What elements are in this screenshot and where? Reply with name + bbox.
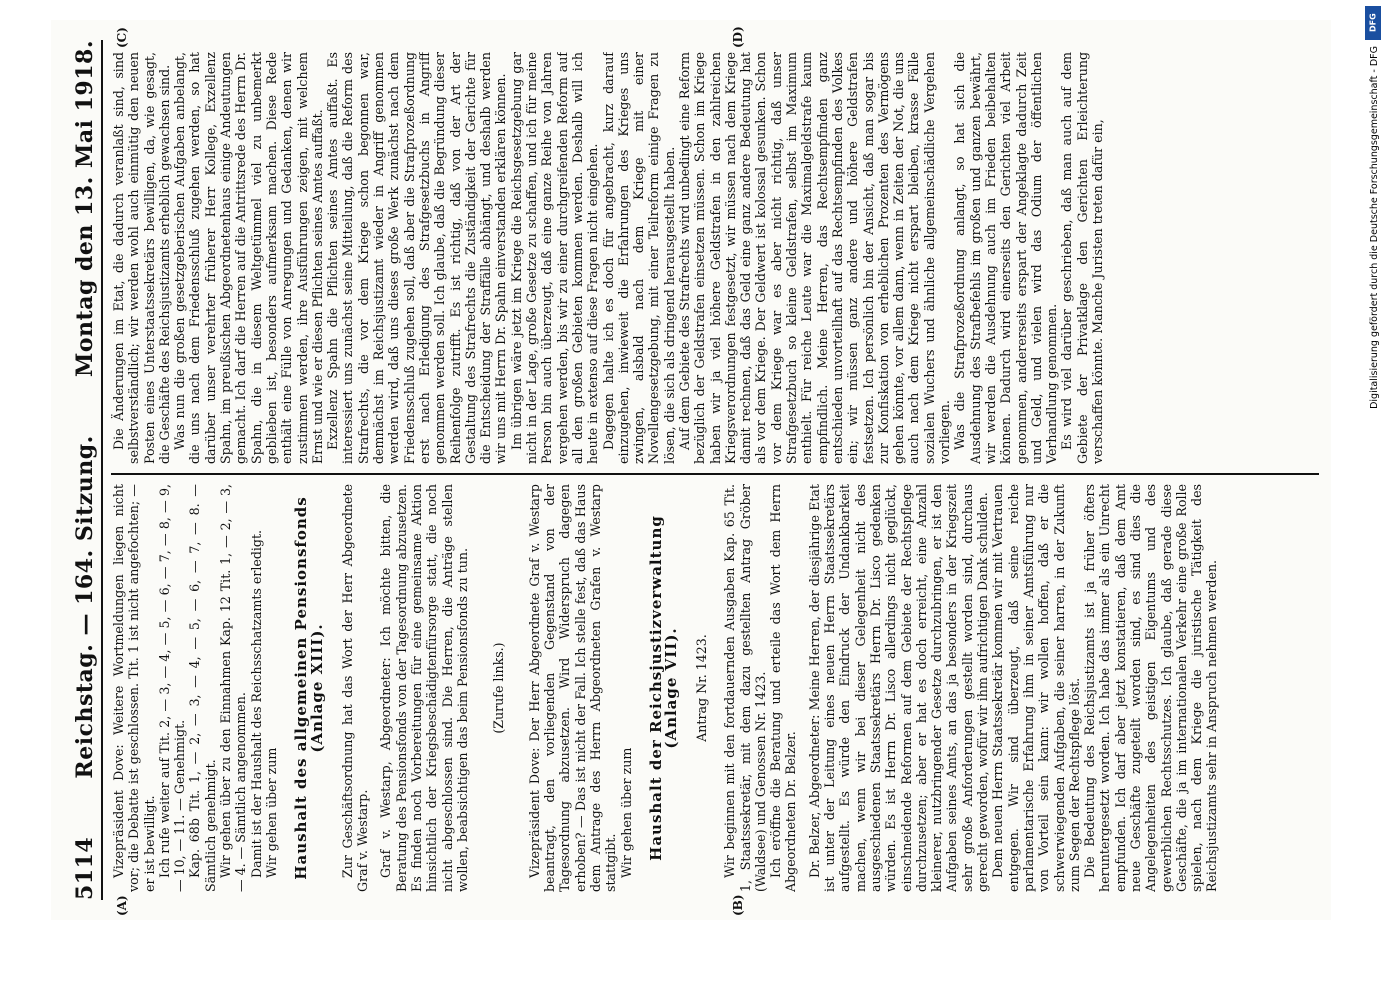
paragraph: Wir gehen über zum bbox=[618, 747, 634, 878]
margin-mark-a: (A) bbox=[115, 895, 129, 916]
paragraph: Dagegen halte ich es doch für angebracht, kurz darauf einzugehen, inwieweit die Erfahrungen des Krieges uns zwingen, alsbald nach dem Kriege mit einer Novellengesetzgebung, mit einer Teilreform einige Fragen zu lösen, die sich als dringend herausgestellt haben. bbox=[600, 52, 677, 464]
paragraph: Die Bedeutung des Reichsjustizamts ist ja früher öfters heruntergesetzt worden. Ich habe das immer als ein Unrecht empfunden. Ich darf aber jetzt konstatieren, daß dem Amt neue Geschäfte zugeteilt worden sind, es sind dies die Angelegenheiten des geistigen Eigentums und des gewerblichen Rechtsschutzes. Ich glaube, daß gerade diese Geschäfte, die ja im internationalen Verkehr eine große Rolle spielen, nach dem Kriege die juristische Tätigkeit des Reichsjustizamts sehr in Anspruch nehmen werden. bbox=[1082, 484, 1220, 892]
paragraph: Exzellenz Spahn die Pflichten seines Amtes auffaßt. Es interessiert uns zunächst seine Mitteilung, daß die Reform des Strafrechts, die vor dem Kriege schon begonnen war, demnächst im Reichsjustizamt wieder in Angriff genommen werden wird, daß uns dieses große Werk zunächst nach dem Friedensschluß zugehen soll, daß aber die Strafprozeßordnung erst nach Erledigung des Strafgesetzbuchs in Angriff genommen werden soll. Ich glaube, daß die Begründung dieser Reihenfolge zutrifft. Es ist richtig, daß von der Art der Gestaltung des Strafrechts die Zuständigkeit der Gerichte für die Entscheidung der Straffälle abhängt, und deshalb werden wir uns mit Herrn Dr. Spahn einverstanden erklären können. bbox=[325, 52, 509, 464]
paragraph: Ich eröffne die Beratung und erteile das Wort dem Herrn Abgeordneten Dr. Belzer. bbox=[768, 484, 799, 892]
section-heading: Haushalt der Reichsjustizverwaltung (Anlage VII). bbox=[646, 515, 681, 861]
margin-mark-b: (B) bbox=[731, 894, 745, 916]
paragraph: Zur Geschäftsordnung hat das Wort der Herr Abgeordnete Graf v. Westarp. bbox=[339, 484, 371, 892]
paragraph: Kap. 68b Tit. 1, — 2, — 3, — 4, — 5, — 6, — 7, — 8. — Sämtlich genehmigt. bbox=[187, 484, 218, 892]
paragraph: Damit ist der Haushalt des Reichsschatzamts erledigt. bbox=[248, 529, 264, 878]
dfg-stamp bbox=[1363, 0, 1383, 1000]
margin-mark-d: (D) bbox=[731, 26, 745, 48]
paragraph: Die Änderungen im Etat, die dadurch veranlaßt sind, sind selbstverständlich; wir werden wohl auch einmütig den neuen Posten eines Unterstaatssekretärs bewilligen, da, wie gesagt, die Geschäfte des Reichsjustizamts erheblich gewachsen sind. bbox=[111, 52, 172, 464]
dfg-logo: DFG bbox=[1365, 6, 1381, 40]
paragraph: Vizepräsident Dove: Der Herr Abgeordnete Graf v. Westarp beantragt, den vorliegenden Gegenstand von der Tagesordnung abzusetzen. Wird Widerspruch dagegen erhoben? — Das ist nicht der Fall. Ich stelle fest, daß das Haus dem Antrage des Herrn Abgeordneten Grafen v. Westarp stattgibt. bbox=[526, 484, 619, 892]
paragraph: Im übrigen wäre jetzt im Kriege die Reichsgesetzgebung gar nicht in der Lage, große Gesetze zu schaffen, und ich für meine Person bin auch überzeugt, daß eine ganze Reihe von Jahren vergehen werden, bis wir zu einer durchgreifenden Reform auf all den großen Gebieten kommen werden. Deshalb will ich heute in extenso auf diese Fragen nicht eingehen. bbox=[508, 52, 601, 464]
page-header bbox=[69, 40, 103, 900]
paragraph: Wir gehen über zum bbox=[263, 747, 279, 878]
paragraph: Wir gehen über zu den Einnahmen Kap. 12 Tit. 1, — 2, — 3, — 4. — Sämtlich angenommen. bbox=[218, 484, 249, 892]
paragraph: Was die Strafprozeßordnung anlangt, so hat sich die Ausdehnung des Strafbefehls im großen und ganzen bewährt, wir werden die Ausdehnung auch im Frieden beibehalten können. Dadurch wird einerseits den Gerichten viel Arbeit genommen, andererseits erspart der Angeklagte dadurch Zeit und Geld, und vielen wird das Odium der öffentlichen Verhandlung genommen. bbox=[952, 52, 1060, 464]
left-column bbox=[111, 484, 1319, 892]
newspaper-page bbox=[51, 20, 1331, 920]
paragraph: Ich rufe weiter auf Tit. 2, — 3, — 4, — 5, — 6, — 7, — 8, — 9, — 10, — 11. — Genehmigt. bbox=[156, 484, 188, 892]
right-column bbox=[111, 52, 1319, 464]
motion-number: Antrag Nr. 1423. bbox=[694, 634, 710, 742]
session-date: Montag den 13. Mai 1918. bbox=[72, 40, 98, 377]
interjection: (Zurufe links.) bbox=[490, 642, 506, 734]
paragraph: Graf v. Westarp, Abgeordneter: Ich möchte bitten, die Beratung des Pensionsfonds von der Tagesordnung abzusetzen. Es finden noch Vorbereitungen für eine gemeinsame Aktion hinsichtlich der Kriegsbeschädigtenfürsorge statt, die noch nicht abgeschlossen sind. Die Herren, die Anträge stellen wollen, beabsichtigen das beim Pensionsfonds zu tun. bbox=[378, 484, 470, 892]
paragraph: Was nun die großen gesetzgeberischen Aufgaben anbelangt, die uns nach dem Friedensschluß zugehen werden, so hat darüber unser verehrter früherer Herr Kollege, Exzellenz Spahn, im preußischen Abgeordnetenhaus einige Andeutungen gemacht. Ich darf die Herren auf die Antrittsrede des Herrn Dr. Spahn, die in diesem Weltgetümmel viel zu unbemerkt geblieben ist, besonders aufmerksam machen. Diese Rede enthält eine Fülle von Anregungen und Gedanken, denen wir zustimmen werden, ihre Ausführungen zeigen, mit welchem Ernst und wie er diesen Pflichten seines Amtes auffaßt. bbox=[172, 52, 325, 464]
paragraph: Es wird viel darüber geschrieben, daß man auch auf dem Gebiete der Privatklage den Gerichten Erleichterung verschaffen könnte. Manche Juristen treten dafür ein, bbox=[1059, 52, 1105, 464]
session-title: Reichstag. — 164. Sitzung. bbox=[72, 435, 98, 779]
paragraph: Dem neuen Herrn Staatssekretär kommen wir mit Vertrauen entgegen. Wir sind überzeugt, daß seine reiche parlamentarische Erfahrung ihm in seiner Amtsführung nur von Vorteil sein kann: wir wollen hoffen, daß er die schwerwiegenden Aufgaben, die seiner harren, in der Zukunft zum Segen der Rechtspflege löst. bbox=[990, 484, 1082, 892]
digitization-credit: Digitalisierung gefördert durch die Deutsche Forschungsgemeinschaft - DFG bbox=[1369, 46, 1380, 409]
margin-mark-c: (C) bbox=[115, 27, 129, 48]
paragraph: Dr. Belzer, Abgeordneter: Meine Herren, der diesjährige Etat ist unter der Leitung eines neuen Herrn Staatssekretärs aufgestellt. Es würde den Eindruck der Undankbarkeit machen, wenn wir bei dieser Gelegenheit nicht des ausgeschiedenen Staatssekretärs Herrn Dr. Lisco gedenken würden. Es ist Herrn Dr. Lisco allerdings nicht geglückt, einschneidende Reformen auf dem Gebiete der Rechtspflege durchzusetzen; aber er hat es doch erreicht, eine Anzahl kleinerer, nutzbringender Gesetze durchzubringen, er ist den Aufgaben seines Amts, an das ja besonders in der Kriegszeit sehr große Anforderungen gestellt worden sind, durchaus gerecht geworden, wofür wir ihm aufrichtigen Dank schulden. bbox=[806, 484, 991, 892]
page-number: 5114 bbox=[72, 836, 98, 900]
column-divider bbox=[111, 473, 1319, 475]
paragraph: Vizepräsident Dove: Weitere Wortmeldungen liegen nicht vor; die Debatte ist geschlossen. Tit. 1 ist nicht angefochten; — er ist bewilligt. bbox=[111, 484, 157, 892]
paragraph: Auf dem Gebiete des Strafrechts wird unbedingt eine Reform bezüglich der Geldstrafen einsetzen müssen. Schon im Kriege haben wir ja viel höhere Geldstrafen in den zahlreichen Kriegsverordnungen festgesetzt, wir müssen nach dem Kriege damit rechnen, daß das Geld eine ganz andere Bedeutung hat als vor dem Kriege. Der Geldwert ist kolossal gesunken. Schon vor dem Kriege war es aber nicht richtig, daß unser Strafgesetzbuch so kleine Geldstrafen, selbst im Maximum enthielt. Für reiche Leute war die Maximalgeldstrafe kaum empfindlich. Meine Herren, das Rechtsempfinden ganz entschieden unvorteilhaft auf das Rechtsempfinden des Volkes ein; wir müssen ganz andere und höhere Geldstrafen festsetzen. Ich persönlich bin der Ansicht, daß man sogar bis zur Konfiskation von erheblichen Prozenten des Vermögens gehen könnte, vor allem dann, wenn in Zeiten der Not, die uns auch nach dem Kriege nicht erspart bleiben, krasse Fälle sozialen Wuchers und ähnliche allgemeinschädliche Vergehen vorliegen. bbox=[676, 52, 953, 464]
paragraph: Wir beginnen mit den fortdauernden Ausgaben Kap. 65 Tit. 1, Staatssekretär, mit dem dazu gestellten Antrag Gröber (Waldsee) und Genossen Nr. 1423. bbox=[722, 484, 768, 892]
section-heading: Haushalt des allgemeinen Pensionsfonds (Anlage XIII). bbox=[292, 496, 326, 880]
